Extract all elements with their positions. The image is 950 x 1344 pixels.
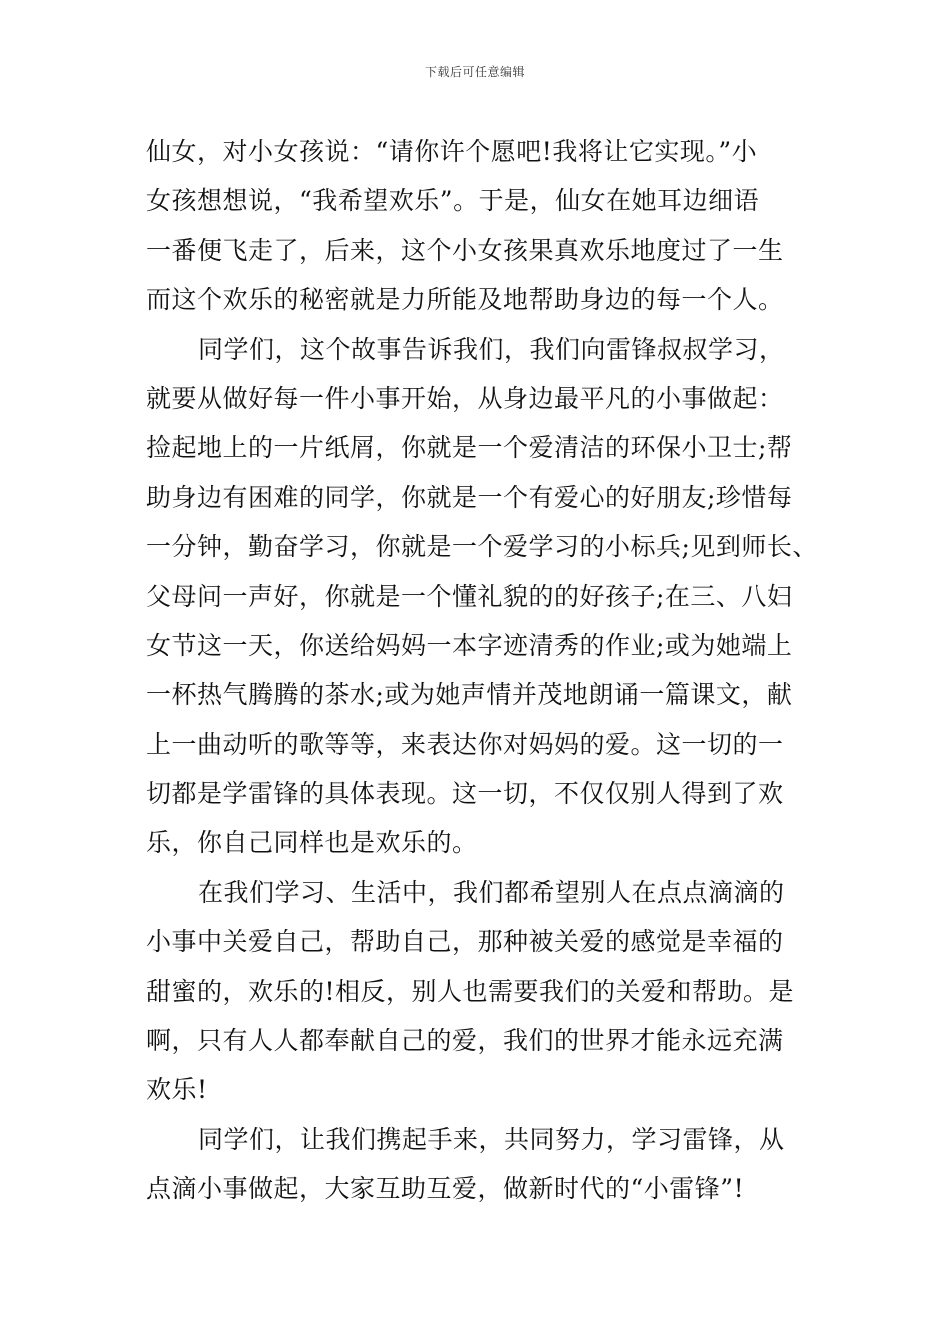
text-line: 一番便飞走了，后来，这个小女孩果真欢乐地度过了一生 xyxy=(146,235,784,265)
text-line: 小事中关爱自己，帮助自己，那种被关爱的感觉是幸福的 xyxy=(146,927,784,957)
text-line-first: 在我们学习、生活中，我们都希望别人在点点滴滴的 xyxy=(198,877,785,907)
text-line: 点滴小事做起，大家互助互爱，做新时代的“小雷锋”! xyxy=(146,1174,745,1204)
text-line: 乐，你自己同样也是欢乐的。 xyxy=(146,828,478,858)
text-line: 父母问一声好，你就是一个懂礼貌的的好孩子;在三、八妇 xyxy=(146,581,793,611)
text-line: 就要从做好每一件小事开始，从身边最平凡的小事做起： xyxy=(146,383,784,413)
text-line: 一分钟，勤奋学习，你就是一个爱学习的小标兵;见到师长、 xyxy=(146,532,818,562)
text-line: 一杯热气腾腾的茶水;或为她声情并茂地朗诵一篇课文，献 xyxy=(146,680,793,710)
text-line: 切都是学雷锋的具体表现。这一切，不仅仅别人得到了欢 xyxy=(146,779,784,809)
text-line: 甜蜜的，欢乐的!相反，别人也需要我们的关爱和帮助。是 xyxy=(146,976,795,1006)
text-line: 而这个欢乐的秘密就是力所能及地帮助身边的每一个人。 xyxy=(146,285,784,315)
paragraph-3 xyxy=(146,868,826,1115)
text-line: 女孩想想说，“我希望欢乐”。于是，仙女在她耳边细语 xyxy=(146,186,760,216)
text-line: 欢乐! xyxy=(146,1075,208,1105)
paragraph-2 xyxy=(146,325,826,868)
text-line: 上一曲动听的歌等等，来表达你对妈妈的爱。这一切的一 xyxy=(146,729,784,759)
text-line: 捡起地上的一片纸屑，你就是一个爱清洁的环保小卫士;帮 xyxy=(146,433,793,463)
text-line-first: 同学们，让我们携起手来，共同努力，学习雷锋，从 xyxy=(198,1124,785,1154)
page-header: 下载后可任意编辑 xyxy=(424,65,525,79)
text-line-first: 同学们，这个故事告诉我们，我们向雷锋叔叔学习， xyxy=(198,334,785,364)
paragraph-1 xyxy=(146,127,826,325)
document-body xyxy=(146,127,826,1214)
text-line: 啊，只有人人都奉献自己的爱，我们的世界才能永远充满 xyxy=(146,1026,784,1056)
text-line: 助身边有困难的同学，你就是一个有爱心的好朋友;珍惜每 xyxy=(146,482,793,512)
text-line: 女节这一天，你送给妈妈一本字迹清秀的作业;或为她端上 xyxy=(146,630,793,660)
paragraph-4 xyxy=(146,1115,826,1214)
text-line: 仙女，对小女孩说：“请你许个愿吧!我将让它实现。”小 xyxy=(146,137,758,166)
